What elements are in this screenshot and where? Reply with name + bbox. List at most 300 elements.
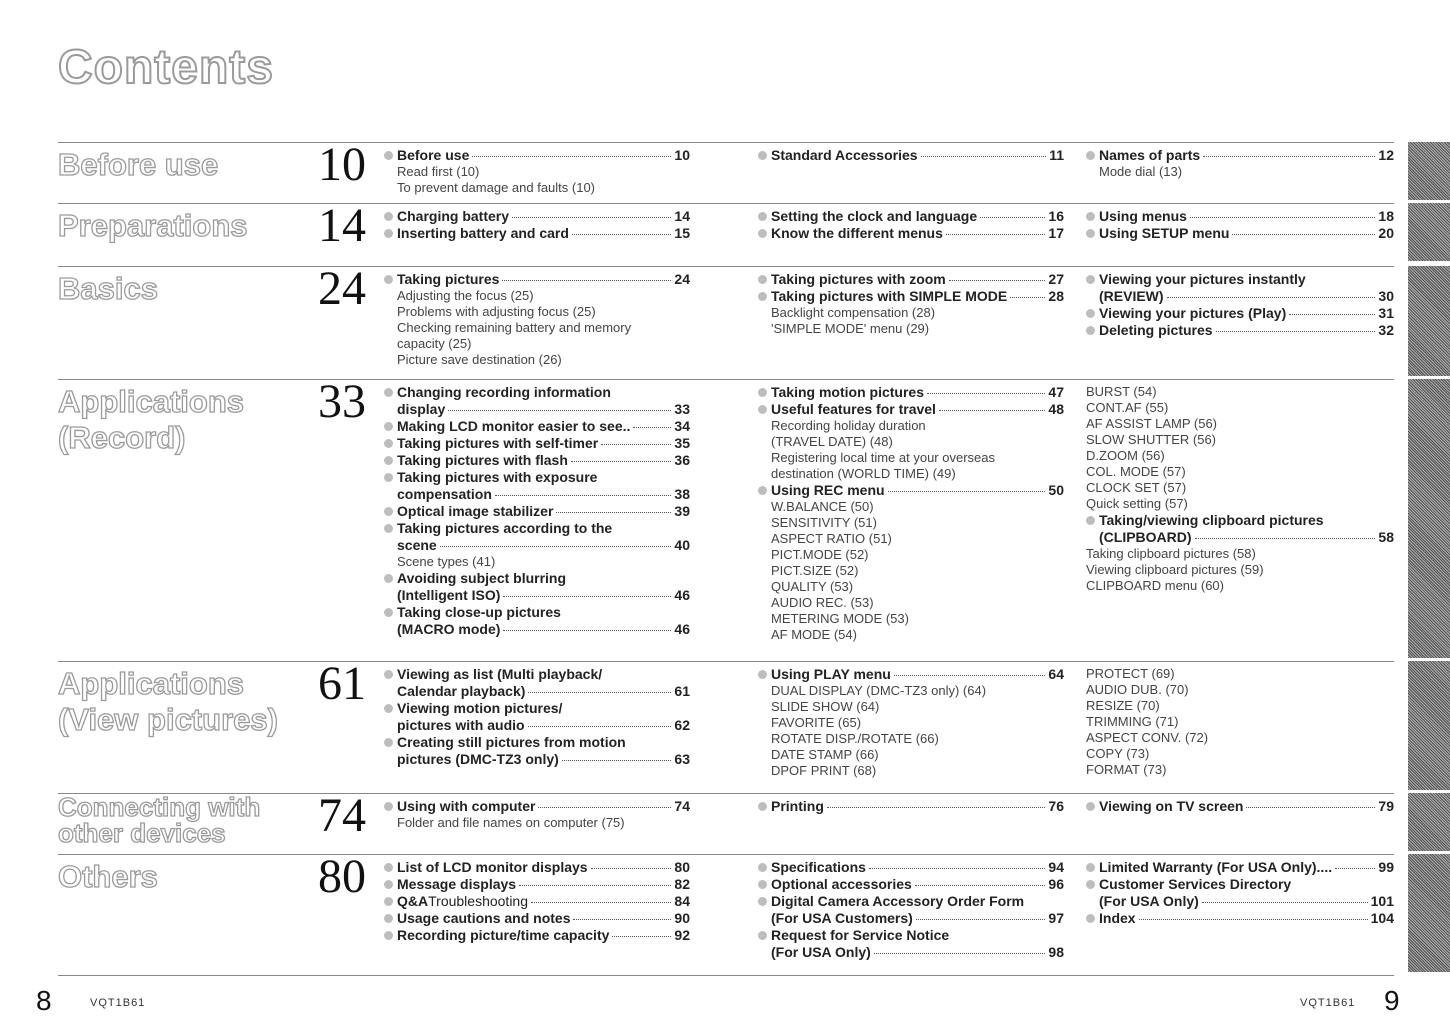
- toc-entry-heading[interactable]: Taking/viewing clipboard pictures: [1086, 512, 1394, 529]
- leader-dots: [939, 410, 1045, 411]
- leader-dots: [519, 885, 671, 886]
- entry-page: 94: [1048, 859, 1064, 875]
- leader-dots: [528, 692, 671, 693]
- entry-page: 99: [1378, 859, 1394, 875]
- right-doc-code: VQT1B61: [1300, 997, 1356, 1009]
- leader-dots: [1246, 807, 1375, 808]
- leader-dots: [949, 280, 1046, 281]
- toc-entry[interactable]: [758, 271, 1064, 288]
- toc-subentry: SLIDE SHOW (64): [771, 699, 880, 714]
- entry-page: 63: [674, 751, 690, 767]
- toc-entry[interactable]: [384, 717, 690, 734]
- toc-entry[interactable]: [758, 147, 1064, 164]
- toc-subentry: RESIZE (70): [1086, 698, 1160, 713]
- leader-dots: [927, 393, 1045, 394]
- entry-page: 97: [1048, 910, 1064, 926]
- toc-entry[interactable]: [384, 537, 690, 554]
- leader-dots: [503, 630, 671, 631]
- entry-title: Index: [1099, 910, 1136, 926]
- toc-subentry: D.ZOOM (56): [1086, 448, 1165, 463]
- toc-entry[interactable]: [384, 503, 690, 520]
- toc-subentry: FORMAT (73): [1086, 762, 1167, 777]
- entry-title: Setting the clock and language: [771, 208, 978, 224]
- entry-page: 58: [1378, 529, 1394, 545]
- leader-dots: [1190, 217, 1376, 218]
- entry-title: Calendar playback): [397, 683, 526, 699]
- toc-subentry: (TRAVEL DATE) (48): [771, 434, 893, 449]
- bottom-divider: [58, 975, 1394, 976]
- toc-entry[interactable]: [384, 208, 690, 225]
- section-tab: [1408, 379, 1450, 658]
- toc-entry[interactable]: [384, 893, 690, 910]
- toc-entry-heading[interactable]: Changing recording information: [384, 384, 690, 401]
- toc-entry[interactable]: [384, 587, 690, 604]
- leader-dots: [528, 726, 672, 727]
- toc-subentry: destination (WORLD TIME) (49): [771, 466, 956, 481]
- entry-page: 31: [1378, 305, 1394, 321]
- section-name: Applications (Record): [58, 384, 245, 455]
- entry-page: 30: [1378, 288, 1394, 304]
- column-2: [758, 271, 1064, 337]
- entry-title: (REVIEW): [1099, 288, 1164, 304]
- section-tab: [1408, 142, 1450, 200]
- entry-subtitle: Troubleshooting: [428, 893, 529, 909]
- toc-entry[interactable]: [1086, 208, 1394, 225]
- leader-dots: [538, 807, 671, 808]
- section-0: [58, 138, 1394, 204]
- entry-title: Know the different menus: [771, 225, 943, 241]
- toc-entry[interactable]: [1086, 288, 1394, 305]
- entry-page: 46: [674, 621, 690, 637]
- toc-subentry: ASPECT CONV. (72): [1086, 730, 1209, 745]
- entry-page: 84: [674, 893, 690, 909]
- toc-entry[interactable]: [384, 683, 690, 700]
- entry-page: 48: [1048, 401, 1064, 417]
- section-name: Others: [58, 859, 158, 894]
- section-page: 10: [318, 138, 366, 191]
- leader-dots: [1203, 156, 1375, 157]
- toc-entry[interactable]: [758, 910, 1064, 927]
- toc-subentry: ASPECT RATIO (51): [771, 531, 892, 546]
- toc-entry[interactable]: [384, 910, 690, 927]
- toc-entry-heading[interactable]: Viewing motion pictures/: [384, 700, 690, 717]
- column-1: [384, 384, 690, 638]
- toc-subentry: Backlight compensation (28): [771, 305, 936, 320]
- section-page: 14: [318, 199, 366, 252]
- toc-entry[interactable]: [384, 751, 690, 768]
- column-3: [1086, 147, 1394, 180]
- toc-entry[interactable]: [758, 384, 1064, 401]
- leader-dots: [556, 512, 671, 513]
- leader-dots: [495, 495, 672, 496]
- entry-page: 82: [674, 876, 690, 892]
- entry-title: Using SETUP menu: [1099, 225, 1230, 241]
- entry-title: Making LCD monitor easier to see..: [397, 418, 631, 434]
- toc-subentry: Problems with adjusting focus (25): [397, 304, 596, 319]
- column-2: [758, 798, 1064, 815]
- toc-subentry: AUDIO DUB. (70): [1086, 682, 1189, 697]
- entry-title: pictures with audio: [397, 717, 525, 733]
- entry-page: 64: [1048, 666, 1064, 682]
- entry-page: 20: [1378, 225, 1394, 241]
- entry-title: Useful features for travel: [771, 401, 936, 417]
- entry-page: 28: [1048, 288, 1064, 304]
- leader-dots: [980, 217, 1045, 218]
- leader-dots: [531, 902, 671, 903]
- section-5: [58, 789, 1394, 855]
- entry-page: 35: [674, 435, 690, 451]
- toc-entry[interactable]: [758, 208, 1064, 225]
- toc-entry[interactable]: [758, 225, 1064, 242]
- toc-subentry: SLOW SHUTTER (56): [1086, 432, 1217, 447]
- toc-subentry: To prevent damage and faults (10): [397, 180, 596, 195]
- leader-dots: [1167, 297, 1376, 298]
- toc-entry[interactable]: [384, 401, 690, 418]
- entry-title: Charging battery: [397, 208, 510, 224]
- leader-dots: [1216, 331, 1376, 332]
- leader-dots: [1289, 314, 1375, 315]
- toc-entry[interactable]: [1086, 910, 1394, 927]
- entry-title: Using with computer: [397, 798, 536, 814]
- entry-page: 34: [674, 418, 690, 434]
- toc-subentry: Folder and file names on computer (75): [397, 815, 625, 830]
- toc-entry[interactable]: [1086, 859, 1394, 876]
- leader-dots: [572, 234, 671, 235]
- leader-dots: [1195, 538, 1376, 539]
- section-page: 80: [318, 850, 366, 903]
- toc-subentry: Taking clipboard pictures (58): [1086, 546, 1256, 561]
- toc-entry[interactable]: [1086, 322, 1394, 339]
- leader-dots: [1010, 297, 1045, 298]
- toc-entry-heading[interactable]: Viewing as list (Multi playback/: [384, 666, 690, 683]
- toc-entry[interactable]: [758, 798, 1064, 815]
- leader-dots: [921, 156, 1047, 157]
- toc-entry[interactable]: [384, 452, 690, 469]
- toc-subentry: BURST (54): [1086, 384, 1157, 399]
- entry-title: Optional accessories: [771, 876, 912, 892]
- entry-title: display: [397, 401, 446, 417]
- entry-title: Q&A: [397, 893, 429, 909]
- entry-title: Printing: [771, 798, 824, 814]
- toc-entry-heading[interactable]: Digital Camera Accessory Order Form: [758, 893, 1064, 910]
- toc-entry[interactable]: [384, 876, 690, 893]
- leader-dots: [591, 868, 672, 869]
- entry-page: 32: [1378, 322, 1394, 338]
- toc-subentry: ROTATE DISP./ROTATE (66): [771, 731, 939, 746]
- toc-subentry: W.BALANCE (50): [771, 499, 874, 514]
- entry-title: Using menus: [1099, 208, 1187, 224]
- section-name: Connecting with other devices: [58, 792, 261, 848]
- column-3: [1086, 208, 1394, 242]
- toc-entry-heading[interactable]: Taking pictures according to the: [384, 520, 690, 537]
- leader-dots: [502, 280, 671, 281]
- leader-dots: [503, 596, 671, 597]
- toc-entry[interactable]: [384, 486, 690, 503]
- column-3: [1086, 666, 1394, 778]
- entry-title: Viewing your pictures (Play): [1099, 305, 1287, 321]
- entry-title: Names of parts: [1099, 147, 1201, 163]
- toc-entry[interactable]: [384, 798, 690, 815]
- toc-entry-heading[interactable]: Taking close-up pictures: [384, 604, 690, 621]
- toc-entry-heading[interactable]: Creating still pictures from motion: [384, 734, 690, 751]
- entry-title: Deleting pictures: [1099, 322, 1213, 338]
- toc-entry[interactable]: [1086, 225, 1394, 242]
- section-2: [58, 262, 1394, 380]
- toc-subentry: QUALITY (53): [771, 579, 854, 594]
- column-1: [384, 271, 690, 368]
- toc-subentry: PROTECT (69): [1086, 666, 1175, 681]
- entry-title: Inserting battery and card: [397, 225, 569, 241]
- column-2: [758, 147, 1064, 164]
- entry-page: 46: [674, 587, 690, 603]
- column-2: [758, 208, 1064, 242]
- entry-page: 18: [1378, 208, 1394, 224]
- toc-entry[interactable]: [758, 944, 1064, 961]
- section-1: [58, 199, 1394, 267]
- entry-title: Taking pictures with SIMPLE MODE: [771, 288, 1008, 304]
- toc-entry[interactable]: [384, 859, 690, 876]
- column-3: [1086, 271, 1394, 339]
- entry-title: Specifications: [771, 859, 866, 875]
- section-3: [58, 375, 1394, 662]
- leader-dots: [562, 760, 672, 761]
- leader-dots: [440, 546, 672, 547]
- toc-subentry: 'SIMPLE MODE' menu (29): [771, 321, 930, 336]
- entry-page: 16: [1048, 208, 1064, 224]
- entry-title: Using REC menu: [771, 482, 885, 498]
- toc-subentry: Registering local time at your overseas: [771, 450, 995, 465]
- toc-entry-heading[interactable]: Viewing your pictures instantly: [1086, 271, 1394, 288]
- toc-entry[interactable]: [384, 147, 690, 164]
- leader-dots: [612, 936, 671, 937]
- toc-entry[interactable]: [758, 876, 1064, 893]
- entry-page: 101: [1370, 893, 1394, 909]
- column-3: [1086, 798, 1394, 815]
- entry-page: 96: [1048, 876, 1064, 892]
- section-page: 24: [318, 262, 366, 315]
- section-page: 61: [318, 657, 366, 710]
- toc-entry[interactable]: [1086, 147, 1394, 164]
- toc-subentry: AF ASSIST LAMP (56): [1086, 416, 1218, 431]
- section-page: 33: [318, 375, 366, 428]
- toc-entry[interactable]: [384, 225, 690, 242]
- entry-title: Before use: [397, 147, 470, 163]
- leader-dots: [874, 953, 1046, 954]
- toc-entry[interactable]: [384, 621, 690, 638]
- toc-entry-heading[interactable]: Taking pictures with exposure: [384, 469, 690, 486]
- leader-dots: [472, 156, 671, 157]
- entry-page: 92: [674, 927, 690, 943]
- entry-page: 12: [1378, 147, 1394, 163]
- entry-page: 36: [674, 452, 690, 468]
- entry-page: 76: [1048, 798, 1064, 814]
- toc-entry[interactable]: [1086, 893, 1394, 910]
- entry-title: scene: [397, 537, 437, 553]
- leader-dots: [894, 675, 1046, 676]
- entry-title: Taking motion pictures: [771, 384, 924, 400]
- entry-title: Usage cautions and notes: [397, 910, 571, 926]
- entry-title: (For USA Only): [771, 944, 871, 960]
- toc-subentry: COL. MODE (57): [1086, 464, 1186, 479]
- toc-entry[interactable]: [1086, 305, 1394, 322]
- entry-page: 38: [674, 486, 690, 502]
- column-1: [384, 147, 690, 196]
- toc-entry-heading[interactable]: Request for Service Notice: [758, 927, 1064, 944]
- section-tab: [1408, 266, 1450, 376]
- toc-entry[interactable]: [384, 435, 690, 452]
- toc-subentry: AF MODE (54): [771, 627, 857, 642]
- column-2: [758, 859, 1064, 961]
- section-name: Applications (View pictures): [58, 666, 278, 737]
- toc-subentry: AUDIO REC. (53): [771, 595, 874, 610]
- toc-subentry: PICT.SIZE (52): [771, 563, 859, 578]
- entry-title: Using PLAY menu: [771, 666, 891, 682]
- column-1: [384, 208, 690, 242]
- entry-title: (For USA Customers): [771, 910, 913, 926]
- section-name: Before use: [58, 147, 219, 182]
- entry-page: 24: [674, 271, 690, 287]
- toc-subentry: Read first (10): [397, 164, 480, 179]
- entry-title: compensation: [397, 486, 492, 502]
- toc-subentry: Adjusting the focus (25): [397, 288, 534, 303]
- toc-subentry: capacity (25): [397, 336, 472, 351]
- toc-entry[interactable]: [384, 418, 690, 435]
- section-6: [58, 850, 1394, 973]
- toc-subentry: Checking remaining battery and memory: [397, 320, 632, 335]
- entry-title: Taking pictures with zoom: [771, 271, 946, 287]
- toc-entry-heading[interactable]: Avoiding subject blurring: [384, 570, 690, 587]
- toc-subentry: Viewing clipboard pictures (59): [1086, 562, 1264, 577]
- toc-subentry: COPY (73): [1086, 746, 1150, 761]
- left-page-number: 8: [36, 985, 52, 1016]
- section-4: [58, 657, 1394, 794]
- entry-page: 104: [1370, 910, 1394, 926]
- entry-title: Limited Warranty (For USA Only)....: [1099, 859, 1333, 875]
- toc-entry[interactable]: [758, 666, 1064, 683]
- section-tab: [1408, 854, 1450, 972]
- toc-subentry: PICT.MODE (52): [771, 547, 869, 562]
- entry-title: (CLIPBOARD): [1099, 529, 1192, 545]
- leader-dots: [573, 919, 671, 920]
- toc-subentry: DATE STAMP (66): [771, 747, 879, 762]
- entry-page: 40: [674, 537, 690, 553]
- entry-page: 74: [674, 798, 690, 814]
- leader-dots: [1335, 868, 1375, 869]
- toc-subentry: CONT.AF (55): [1086, 400, 1169, 415]
- entry-title: Taking pictures with flash: [397, 452, 568, 468]
- leader-dots: [1202, 902, 1368, 903]
- entry-page: 90: [674, 910, 690, 926]
- toc-entry[interactable]: [1086, 798, 1394, 815]
- toc-entry-heading[interactable]: Customer Services Directory: [1086, 876, 1394, 893]
- entry-title: Taking pictures with self-timer: [397, 435, 599, 451]
- left-doc-code: VQT1B61: [90, 997, 146, 1009]
- section-tab: [1408, 793, 1450, 851]
- leader-dots: [915, 885, 1046, 886]
- entry-title: (For USA Only): [1099, 893, 1199, 909]
- toc-entry[interactable]: [1086, 529, 1394, 546]
- entry-page: 15: [674, 225, 690, 241]
- leader-dots: [946, 234, 1046, 235]
- entry-title: Recording picture/time capacity: [397, 927, 610, 943]
- column-2: [758, 666, 1064, 779]
- entry-title: (Intelligent ISO): [397, 587, 501, 603]
- toc-entry[interactable]: [758, 401, 1064, 418]
- leader-dots: [888, 491, 1046, 492]
- entry-page: 61: [674, 683, 690, 699]
- toc-subentry: FAVORITE (65): [771, 715, 862, 730]
- toc-subentry: TRIMMING (71): [1086, 714, 1179, 729]
- right-page-number: 9: [1384, 985, 1400, 1016]
- section-page: 74: [318, 789, 366, 842]
- entry-page: 11: [1049, 147, 1064, 163]
- leader-dots: [601, 444, 671, 445]
- leader-dots: [448, 410, 671, 411]
- toc-entry[interactable]: [758, 482, 1064, 499]
- entry-title: pictures (DMC-TZ3 only): [397, 751, 559, 767]
- section-tab: [1408, 203, 1450, 261]
- toc-subentry: Picture save destination (26): [397, 352, 562, 367]
- page-title: Contents: [58, 41, 274, 94]
- entry-title: Optical image stabilizer: [397, 503, 554, 519]
- column-1: [384, 859, 690, 944]
- toc-subentry: DPOF PRINT (68): [771, 763, 877, 778]
- toc-entry[interactable]: [758, 859, 1064, 876]
- column-1: [384, 798, 690, 831]
- entry-title: Taking pictures: [397, 271, 500, 287]
- toc-subentry: Mode dial (13): [1099, 164, 1183, 179]
- column-3: [1086, 384, 1394, 594]
- entry-page: 27: [1048, 271, 1064, 287]
- leader-dots: [916, 919, 1046, 920]
- entry-page: 10: [674, 147, 690, 163]
- toc-subentry: Recording holiday duration: [771, 418, 926, 433]
- entry-title: List of LCD monitor displays: [397, 859, 588, 875]
- toc-entry[interactable]: [384, 927, 690, 944]
- toc-subentry: CLIPBOARD menu (60): [1086, 578, 1224, 593]
- entry-page: 80: [674, 859, 690, 875]
- entry-page: 50: [1048, 482, 1064, 498]
- entry-page: 79: [1378, 798, 1394, 814]
- leader-dots: [571, 461, 672, 462]
- toc-subentry: Scene types (41): [397, 554, 496, 569]
- entry-title: Standard Accessories: [771, 147, 918, 163]
- column-3: [1086, 859, 1394, 927]
- entry-page: 33: [674, 401, 690, 417]
- column-2: [758, 384, 1064, 643]
- entry-page: 47: [1048, 384, 1064, 400]
- section-name: Preparations: [58, 208, 248, 243]
- toc-subentry: Quick setting (57): [1086, 496, 1188, 511]
- entry-page: 62: [674, 717, 690, 733]
- entry-title: Viewing on TV screen: [1099, 798, 1244, 814]
- leader-dots: [512, 217, 671, 218]
- entry-page: 39: [674, 503, 690, 519]
- toc-subentry: CLOCK SET (57): [1086, 480, 1187, 495]
- leader-dots: [1139, 919, 1368, 920]
- toc-subentry: SENSITIVITY (51): [771, 515, 877, 530]
- section-name: Basics: [58, 271, 158, 306]
- toc-subentry: METERING MODE (53): [771, 611, 909, 626]
- toc-entry[interactable]: [384, 271, 690, 288]
- leader-dots: [869, 868, 1046, 869]
- toc-entry[interactable]: [758, 288, 1064, 305]
- entry-page: 14: [674, 208, 690, 224]
- entry-title: (MACRO mode): [397, 621, 501, 637]
- entry-page: 17: [1048, 225, 1064, 241]
- entry-page: 98: [1048, 944, 1064, 960]
- section-tab: [1408, 661, 1450, 790]
